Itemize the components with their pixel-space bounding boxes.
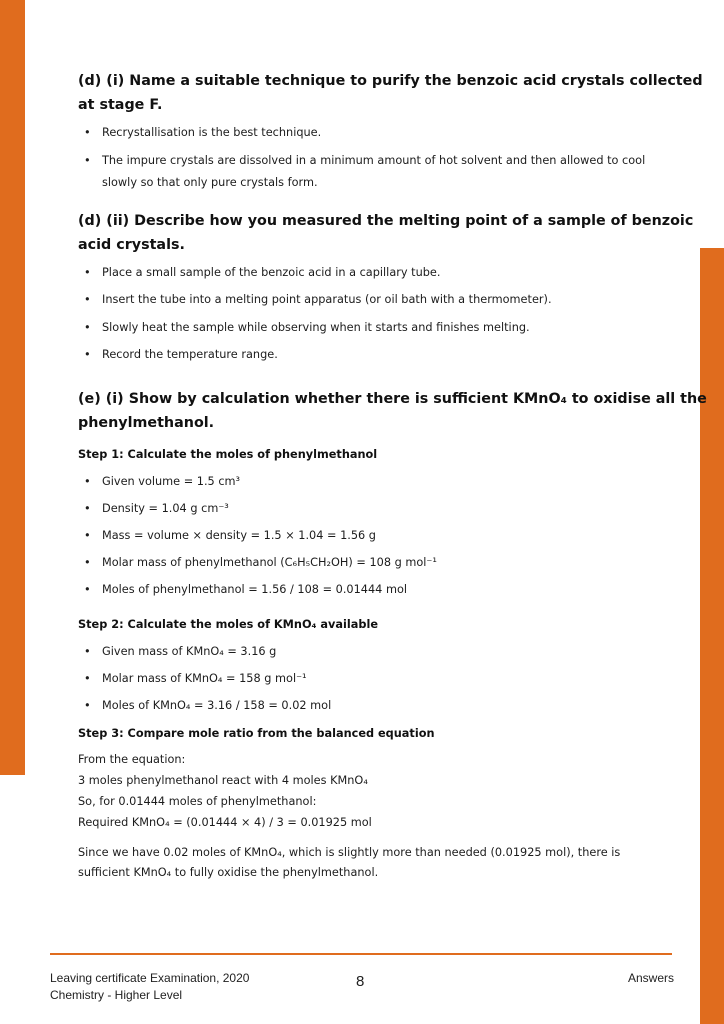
conclusion-line2: sufficient KMnO₄ to fully oxidise the phenylmethanol.: [78, 866, 379, 879]
footer-subject: Chemistry - Higher Level: [50, 988, 183, 1002]
question-d-i-heading-line2: at stage F.: [78, 97, 163, 113]
list-item-continuation: slowly so that only pure crystals form.: [102, 176, 318, 189]
list-item: • Molar mass of KMnO₄ = 158 g mol⁻¹: [84, 672, 307, 685]
page-number: 8: [356, 973, 365, 990]
right-accent-bar: [700, 248, 724, 1024]
list-item: • Record the temperature range.: [84, 348, 278, 361]
list-item: • Given mass of KMnO₄ = 3.16 g: [84, 645, 277, 658]
step2-title: Step 2: Calculate the moles of KMnO₄ available: [78, 618, 379, 631]
question-e-i-heading-line1: (e) (i) Show by calculation whether there is sufficient KMnO₄ to oxidise all the: [78, 391, 707, 407]
conclusion-line1: Since we have 0.02 moles of KMnO₄, which is slightly more than needed (0.01925 mol), there is: [78, 846, 621, 859]
step3-line: 3 moles phenylmethanol react with 4 moles KMnO₄: [78, 774, 368, 787]
question-e-i-heading-line2: phenylmethanol.: [78, 415, 215, 431]
footer-divider: [50, 953, 672, 955]
step1-title: Step 1: Calculate the moles of phenylmethanol: [78, 448, 378, 461]
list-item: • Recrystallisation is the best technique.: [84, 126, 322, 139]
list-item: • Slowly heat the sample while observing when it starts and finishes melting.: [84, 321, 530, 334]
step3-line: From the equation:: [78, 753, 186, 766]
left-accent-bar: [0, 0, 25, 775]
list-item: • Moles of KMnO₄ = 3.16 / 158 = 0.02 mol: [84, 699, 332, 712]
question-d-ii-heading-line1: (d) (ii) Describe how you measured the melting point of a sample of benzoic: [78, 213, 694, 229]
list-item: • Molar mass of phenylmethanol (C₆H₅CH₂OH) = 108 g mol⁻¹: [84, 556, 437, 569]
footer-exam-title: Leaving certificate Examination, 2020: [50, 971, 250, 985]
footer-section-label: Answers: [627, 971, 674, 985]
list-item: • Given volume = 1.5 cm³: [84, 475, 241, 488]
list-item: • Place a small sample of the benzoic acid in a capillary tube.: [84, 266, 441, 279]
step3-title: Step 3: Compare mole ratio from the balanced equation: [78, 727, 435, 740]
list-item: • Mass = volume × density = 1.5 × 1.04 = 1.56 g: [84, 529, 376, 542]
step3-line: So, for 0.01444 moles of phenylmethanol:: [78, 795, 317, 808]
list-item: • Insert the tube into a melting point apparatus (or oil bath with a thermometer).: [84, 293, 552, 306]
question-d-i-heading-line1: (d) (i) Name a suitable technique to purify the benzoic acid crystals collected: [78, 73, 703, 89]
list-item: • Moles of phenylmethanol = 1.56 / 108 = 0.01444 mol: [84, 583, 408, 596]
step3-line: Required KMnO₄ = (0.01444 × 4) / 3 = 0.01925 mol: [78, 816, 372, 829]
list-item: • Density = 1.04 g cm⁻³: [84, 502, 229, 515]
question-d-ii-heading-line2: acid crystals.: [78, 237, 185, 253]
list-item: • The impure crystals are dissolved in a minimum amount of hot solvent and then allowed to cool: [84, 154, 646, 167]
